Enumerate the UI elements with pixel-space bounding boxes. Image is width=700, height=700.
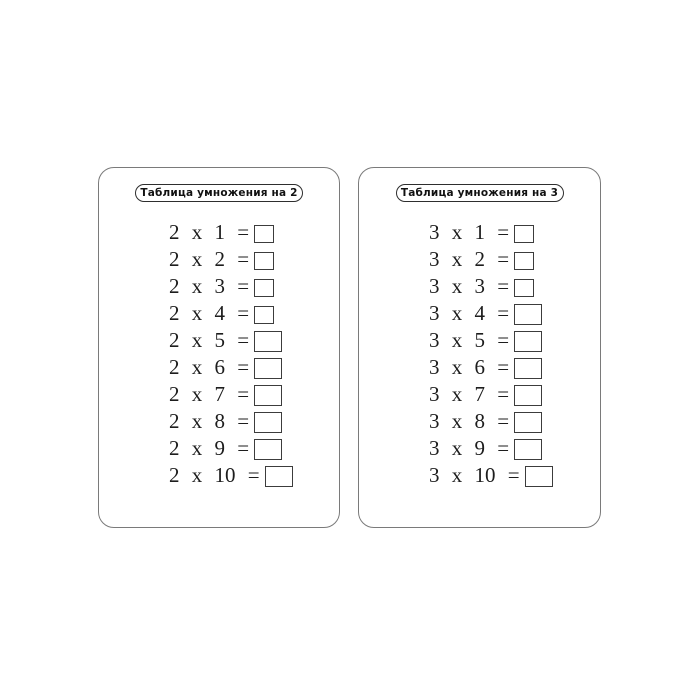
card-title-badge: [396, 184, 564, 202]
answer-box[interactable]: [525, 466, 553, 487]
answer-box[interactable]: [254, 225, 274, 243]
equation-row: [169, 435, 339, 462]
card-title: Таблица умножения на 2: [140, 187, 298, 199]
equation-text: 2 x 3 =: [169, 274, 250, 298]
answer-box[interactable]: [514, 279, 534, 297]
answer-box[interactable]: [514, 331, 542, 352]
equation-text: 3 x 7 =: [429, 382, 510, 406]
equation-row: [169, 381, 339, 408]
equation-text: 3 x 8 =: [429, 409, 510, 433]
equation-text: 2 x 6 =: [169, 355, 250, 379]
equation-row: [169, 327, 339, 354]
equation-text: 2 x 8 =: [169, 409, 250, 433]
answer-box[interactable]: [254, 358, 282, 379]
equation-row: [169, 273, 339, 300]
answer-box[interactable]: [254, 252, 274, 270]
equation-text: 3 x 2 =: [429, 247, 510, 271]
equation-row: [169, 219, 339, 246]
equation-row: [429, 300, 600, 327]
answer-box[interactable]: [514, 412, 542, 433]
equation-row: [169, 408, 339, 435]
equation-row: [429, 408, 600, 435]
equation-row: [429, 354, 600, 381]
answer-box[interactable]: [514, 225, 534, 243]
equation-row: [429, 462, 600, 489]
multiplication-card-3: [358, 167, 601, 528]
answer-box[interactable]: [254, 306, 274, 324]
equation-row: [429, 327, 600, 354]
equation-text: 3 x 10 =: [429, 463, 520, 487]
answer-box[interactable]: [254, 279, 274, 297]
answer-box[interactable]: [514, 439, 542, 460]
equation-row: [169, 300, 339, 327]
answer-box[interactable]: [254, 439, 282, 460]
equation-text: 3 x 6 =: [429, 355, 510, 379]
answer-box[interactable]: [514, 252, 534, 270]
equation-text: 2 x 2 =: [169, 247, 250, 271]
equation-text: 3 x 4 =: [429, 301, 510, 325]
multiplication-card-2: [98, 167, 340, 528]
equation-row: [429, 219, 600, 246]
answer-box[interactable]: [514, 304, 542, 325]
equation-text: 2 x 5 =: [169, 328, 250, 352]
equation-text: 2 x 10 =: [169, 463, 260, 487]
equation-list: [359, 219, 600, 489]
equation-text: 3 x 1 =: [429, 220, 510, 244]
equation-text: 3 x 3 =: [429, 274, 510, 298]
answer-box[interactable]: [514, 385, 542, 406]
equation-text: 2 x 1 =: [169, 220, 250, 244]
equation-row: [429, 381, 600, 408]
card-title-badge: [135, 184, 303, 202]
equation-text: 3 x 5 =: [429, 328, 510, 352]
equation-row: [169, 354, 339, 381]
equation-text: 2 x 9 =: [169, 436, 250, 460]
equation-text: 2 x 7 =: [169, 382, 250, 406]
equation-text: 2 x 4 =: [169, 301, 250, 325]
card-title: Таблица умножения на 3: [400, 187, 559, 199]
equation-row: [169, 462, 339, 489]
answer-box[interactable]: [254, 412, 282, 433]
equation-row: [429, 273, 600, 300]
equation-row: [429, 246, 600, 273]
answer-box[interactable]: [254, 331, 282, 352]
answer-box[interactable]: [514, 358, 542, 379]
equation-list: [99, 219, 339, 489]
equation-text: 3 x 9 =: [429, 436, 510, 460]
answer-box[interactable]: [265, 466, 293, 487]
equation-row: [169, 246, 339, 273]
answer-box[interactable]: [254, 385, 282, 406]
equation-row: [429, 435, 600, 462]
